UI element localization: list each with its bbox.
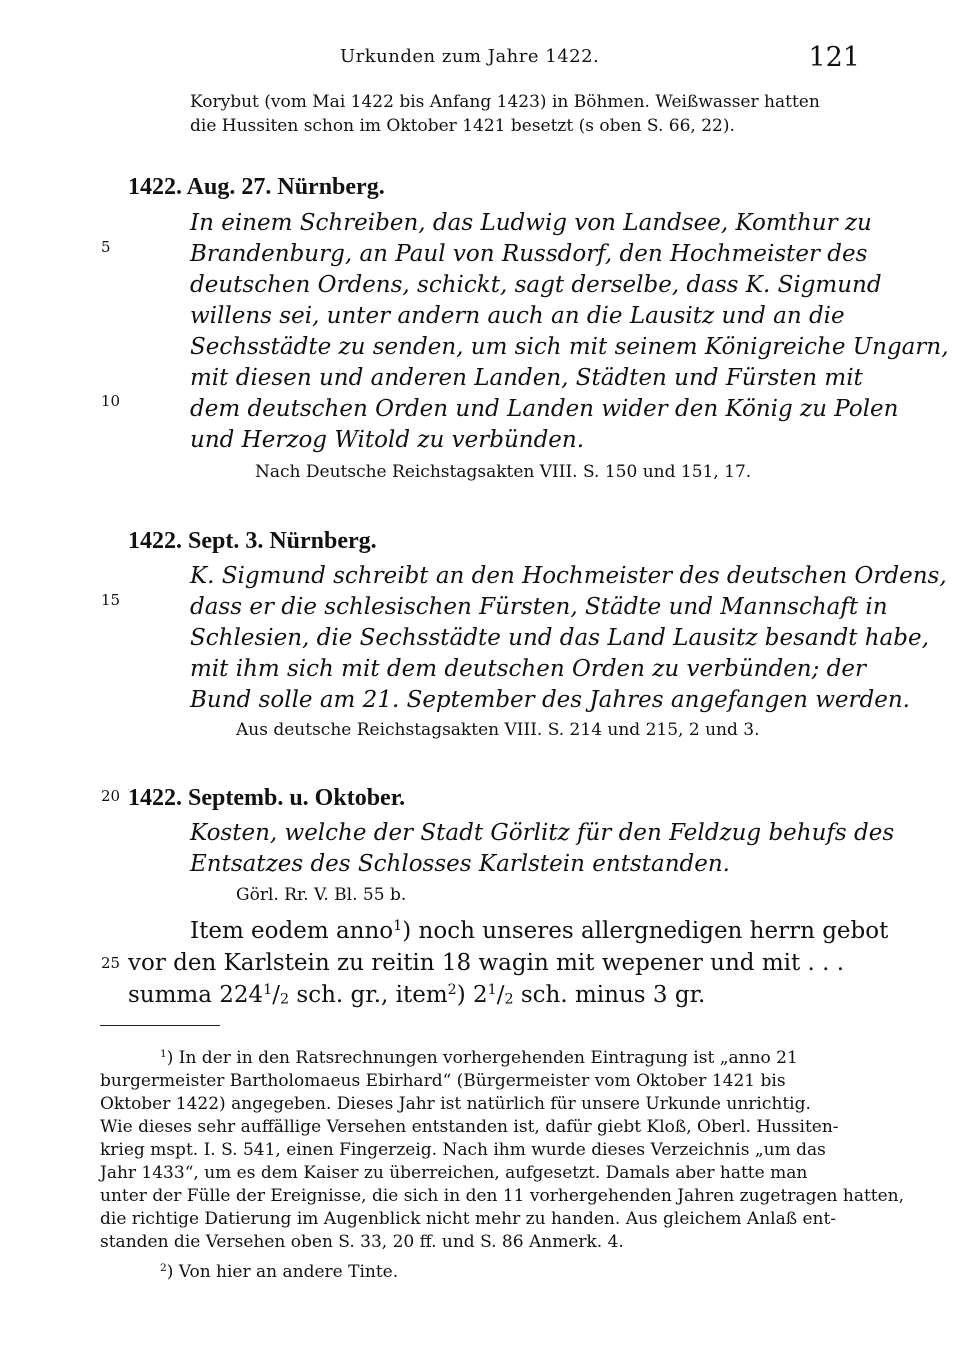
regest-line: Bund solle am 21. September des Jahres angefangen werden. xyxy=(190,687,910,713)
text-line: vor den Karlstein zu reitin 18 wagin mit wepener und mit . . . xyxy=(128,950,845,976)
regest-line: und Herzog Witold zu verbünden. xyxy=(190,427,585,453)
running-title: Urkunden zum Jahre 1422. xyxy=(340,46,600,67)
footnote-marker: 1 xyxy=(160,1048,167,1061)
intro-line-2: die Hussiten schon im Oktober 1421 besetzt (s oben S. 66, 22). xyxy=(190,116,735,136)
entry-heading: 1422. Sept. 3. Nürnberg. xyxy=(128,528,377,554)
footnote-1-line: krieg mspt. I. S. 541, einen Fingerzeig. Nach ihm wurde dieses Verzeichnis „um das xyxy=(100,1140,826,1160)
footnote-1-line: Wie dieses sehr auffällige Versehen entstanden ist, dafür giebt Kloß, Oberl. Hussiten- xyxy=(100,1117,839,1137)
regest-line: dass er die schlesischen Fürsten, Städte und Mannschaft in xyxy=(190,594,888,620)
regest-line: mit ihm sich mit dem deutschen Orden zu verbünden; der xyxy=(190,656,867,682)
source-note: Aus deutsche Reichstagsakten VIII. S. 214 und 215, 2 und 3. xyxy=(236,720,760,740)
footnote-1-line: burgermeister Bartholomaeus Ebirhard“ (Bürgermeister vom Oktober 1421 bis xyxy=(100,1071,786,1091)
text-line: Item eodem anno$^1$) noch unseres allergnedigen herrn gebot xyxy=(190,918,889,944)
regest-line: dem deutschen Orden und Landen wider den König zu Polen xyxy=(190,396,899,422)
regest-line: willens sei, unter andern auch an die Lausitz und an die xyxy=(190,303,845,329)
footnote-ref: 2 xyxy=(447,982,457,999)
entry-heading: 1422. Septemb. u. Oktober. xyxy=(128,785,406,811)
footnote-1-line: Oktober 1422) angegeben. Dieses Jahr ist natürlich für unsere Urkunde unrichtig. xyxy=(100,1094,811,1114)
footnote-1-line: die richtige Datierung im Augenblick nicht mehr zu handen. Aus gleichem Anlaß ent- xyxy=(100,1209,837,1229)
line-number: 5 xyxy=(101,238,111,256)
footnote-1-line: unter der Fülle der Ereignisse, die sich in den 11 vorhergehenden Jahren zugetragen hatten, xyxy=(100,1186,905,1206)
source-note: Görl. Rr. V. Bl. 55 b. xyxy=(236,885,407,905)
footnote-1-line: Jahr 1433“, um es dem Kaiser zu überreichen, aufgesetzt. Damals aber hatte man xyxy=(100,1163,808,1183)
regest-line: Schlesien, die Sechsstädte und das Land Lausitz besandt habe, xyxy=(190,625,929,651)
footnote-marker: 2 xyxy=(160,1262,167,1275)
regest-line: deutschen Ordens, schickt, sagt derselbe, dass K. Sigmund xyxy=(190,272,882,298)
footnote-1-line: standen die Versehen oben S. 33, 20 ff. und S. 86 Anmerk. 4. xyxy=(100,1232,624,1252)
regest-line: Sechsstädte zu senden, um sich mit seinem Königreiche Ungarn, xyxy=(190,334,949,360)
source-note: Nach Deutsche Reichstagsakten VIII. S. 150 und 151, 17. xyxy=(255,462,752,482)
footnote-2: $^2$) Von hier an andere Tinte. xyxy=(160,1262,399,1282)
regest-line: In einem Schreiben, das Ludwig von Landsee, Komthur zu xyxy=(190,210,872,236)
regest-line: Entsatzes des Schlosses Karlstein entstanden. xyxy=(190,851,730,877)
line-number: 10 xyxy=(101,392,121,410)
running-header xyxy=(0,42,960,76)
regest-line: Kosten, welche der Stadt Görlitz für den Feldzug behufs des xyxy=(190,820,895,846)
page-number: 121 xyxy=(808,42,860,73)
entry-heading: 1422. Aug. 27. Nürnberg. xyxy=(128,174,385,200)
footnote-ref: 1 xyxy=(393,918,403,935)
intro-line-1: Korybut (vom Mai 1422 bis Anfang 1423) in Böhmen. Weißwasser hatten xyxy=(190,92,820,112)
regest-line: K. Sigmund schreibt an den Hochmeister des deutschen Ordens, xyxy=(190,563,947,589)
text-line: summa $224^1/_2$ sch. gr., item$^2$) $2^1/_2$ sch. minus 3 gr. xyxy=(128,982,706,1008)
line-number: 25 xyxy=(101,954,121,972)
line-number: 15 xyxy=(101,591,121,609)
regest-line: Brandenburg, an Paul von Russdorf, den Hochmeister des xyxy=(190,241,868,267)
line-number: 20 xyxy=(101,787,121,805)
footnote-1-line: $^1$) In der in den Ratsrechnungen vorhergehenden Eintragung ist „anno 21 xyxy=(160,1048,798,1068)
footnote-rule xyxy=(100,1025,220,1026)
regest-line: mit diesen und anderen Landen, Städten und Fürsten mit xyxy=(190,365,863,391)
